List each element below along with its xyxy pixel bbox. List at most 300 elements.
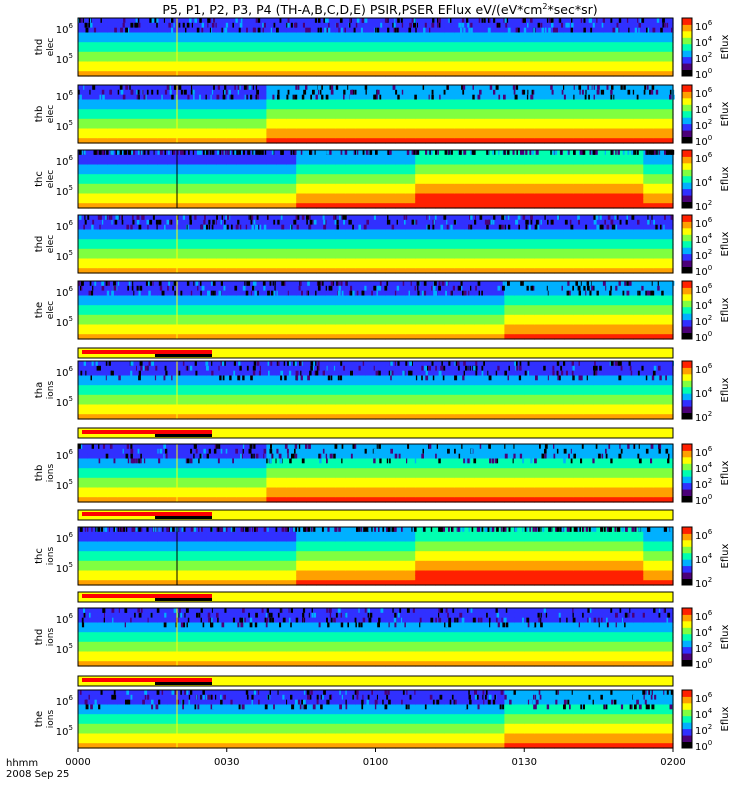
heatmap-cell [663,286,674,291]
heatmap-cell [266,189,277,194]
heatmap-cell [495,104,506,109]
noise-mark [300,281,302,286]
heatmap-cell [475,249,486,254]
heatmap-cell [554,95,565,100]
heatmap-cell [633,160,644,165]
noise-mark [100,95,102,100]
heatmap-cell [594,66,605,71]
heatmap-cell [237,33,248,38]
heatmap-cell [118,100,129,105]
heatmap-cell [306,244,317,249]
heatmap-cell [346,325,357,330]
heatmap-cell [276,18,287,23]
heatmap-cell [78,244,89,249]
noise-mark [461,286,462,291]
heatmap-cell [88,62,99,67]
heatmap-cell [524,119,535,124]
heatmap-cell [336,155,347,160]
heatmap-cell [504,62,515,67]
heatmap-cell [614,329,625,334]
heatmap-cell [346,315,357,320]
heatmap-cell [366,114,377,119]
noise-mark [128,150,130,155]
heatmap-cell [514,305,525,310]
noise-mark [325,18,328,23]
heatmap-cell [98,42,109,47]
heatmap-cell [366,57,377,62]
noise-mark [324,28,326,33]
noise-mark [504,215,505,220]
heatmap-cell [485,234,496,239]
noise-mark [147,150,149,155]
heatmap-cell [643,42,654,47]
heatmap-cell [306,254,317,259]
heatmap-cell [415,286,426,291]
heatmap-cell [495,194,506,199]
heatmap-cell [197,239,208,244]
heatmap-cell [604,325,615,330]
noise-mark [659,150,660,155]
noise-mark [199,18,202,23]
heatmap-cell [554,230,565,235]
noise-mark [642,281,644,286]
heatmap-cell [276,300,287,305]
heatmap-cell [564,114,575,119]
heatmap-cell [118,320,129,325]
heatmap-cell [197,198,208,203]
heatmap-cell [108,104,119,109]
heatmap-cell [257,133,268,138]
heatmap-cell [554,325,565,330]
heatmap-cell [227,189,238,194]
noise-mark [224,220,226,225]
heatmap-cell [614,133,625,138]
y-tick-label: $10^6$ [55,154,73,168]
heatmap-cell [495,37,506,42]
heatmap-cell [534,286,545,291]
heatmap-cell [296,62,307,67]
heatmap-cell [604,114,615,119]
noise-mark [662,18,665,23]
heatmap-cell [594,184,605,189]
heatmap-cell [257,47,268,52]
heatmap-cell [257,320,268,325]
noise-mark [315,150,316,155]
heatmap-cell [356,33,367,38]
heatmap-cell [187,305,198,310]
heatmap-cell [514,47,525,52]
heatmap-cell [415,329,426,334]
heatmap-cell [376,254,387,259]
noise-mark [336,23,339,28]
noise-mark [328,90,330,95]
heatmap-cell [167,129,178,134]
heatmap-cell [574,28,585,33]
heatmap-cell [316,129,327,134]
heatmap-cell [534,174,545,179]
noise-mark [448,18,449,23]
heatmap-cell [316,114,327,119]
heatmap-cell [316,100,327,105]
heatmap-cell [108,179,119,184]
noise-mark [212,225,214,230]
heatmap-cell [643,225,654,230]
noise-mark [132,281,133,286]
noise-mark [470,23,472,28]
noise-mark [540,23,542,28]
noise-mark [137,215,140,220]
heatmap-cell [207,95,218,100]
noise-mark [556,85,558,90]
heatmap-cell [554,169,565,174]
heatmap-cell [326,119,337,124]
noise-mark [147,90,149,95]
heatmap-cell [197,47,208,52]
heatmap-cell [514,114,525,119]
heatmap-cell [465,325,476,330]
heatmap-cell [376,155,387,160]
heatmap-cell [623,249,634,254]
heatmap-cell [177,254,188,259]
heatmap-cell [356,57,367,62]
noise-mark [212,23,215,28]
heatmap-cell [296,133,307,138]
noise-mark [364,286,366,291]
noise-mark [246,225,247,230]
heatmap-cell [465,165,476,170]
heatmap-cell [266,100,277,105]
heatmap-cell [643,23,654,28]
noise-mark [486,150,488,155]
heatmap-cell [266,310,277,315]
heatmap-cell [376,300,387,305]
heatmap-cell [197,66,208,71]
heatmap-cell [514,310,525,315]
heatmap-cell [643,184,654,189]
noise-mark [661,291,664,296]
heatmap-cell [336,184,347,189]
noise-mark [407,150,409,155]
heatmap-cell [217,52,228,57]
heatmap-cell [395,310,406,315]
heatmap-cell [187,124,198,129]
heatmap-cell [336,320,347,325]
heatmap-cell [217,315,228,320]
heatmap-cell [574,169,585,174]
heatmap-cell [604,57,615,62]
heatmap-cell [147,28,158,33]
heatmap-cell [237,215,248,220]
noise-mark [589,18,591,23]
noise-mark [257,291,259,296]
heatmap-cell [475,23,486,28]
noise-mark [446,85,448,90]
heatmap-cell [177,184,188,189]
heatmap-cell [296,259,307,264]
noise-mark [138,95,140,100]
heatmap-cell [128,129,139,134]
heatmap-cell [495,174,506,179]
noise-mark [217,150,219,155]
heatmap-cell [385,95,396,100]
heatmap-cell [663,109,674,114]
heatmap-cell [504,33,515,38]
heatmap-cell [78,169,89,174]
heatmap-cell [395,23,406,28]
heatmap-cell [276,244,287,249]
noise-mark [208,220,210,225]
noise-mark [224,85,226,90]
noise-mark [272,95,274,100]
heatmap-cell [534,215,545,220]
heatmap-cell [306,174,317,179]
heatmap-cell [237,184,248,189]
noise-mark [567,281,569,286]
heatmap-cell [247,244,258,249]
heatmap-cell [475,47,486,52]
heatmap-cell [217,286,228,291]
heatmap-cell [385,325,396,330]
heatmap-cell [405,239,416,244]
noise-mark [551,220,554,225]
heatmap-cell [376,239,387,244]
noise-mark [527,95,528,100]
heatmap-cell [564,57,575,62]
heatmap-cell [78,57,89,62]
heatmap-cell [435,85,446,90]
heatmap-cell [78,198,89,203]
heatmap-cell [247,133,258,138]
noise-mark [623,150,625,155]
heatmap-cell [366,165,377,170]
heatmap-cell [257,33,268,38]
noise-mark [446,281,448,286]
heatmap-cell [227,165,238,170]
heatmap-cell [405,109,416,114]
heatmap-cell [108,305,119,310]
colorbar-segment [682,111,692,118]
noise-mark [156,18,158,23]
heatmap-cell [207,57,218,62]
heatmap-cell [415,62,426,67]
heatmap-cell [237,189,248,194]
heatmap-cell [385,315,396,320]
noise-mark [92,286,93,291]
noise-mark [664,23,666,28]
heatmap-cell [157,225,168,230]
y-tick-label: $10^5$ [55,315,73,329]
noise-mark [550,150,552,155]
heatmap-cell [177,52,188,57]
heatmap-cell [177,263,188,268]
heatmap-cell [385,239,396,244]
heatmap-cell [118,254,129,259]
heatmap-cell [495,66,506,71]
heatmap-cell [366,160,377,165]
heatmap-cell [356,305,367,310]
heatmap-cell [633,62,644,67]
heatmap-cell [286,174,297,179]
heatmap-cell [247,104,258,109]
noise-mark [657,18,659,23]
heatmap-cell [266,254,277,259]
heatmap-cell [157,179,168,184]
heatmap-cell [366,249,377,254]
heatmap-cell [138,42,149,47]
noise-mark [192,23,193,28]
noise-mark [347,281,348,286]
noise-mark [655,95,656,100]
noise-mark [146,95,147,100]
heatmap-cell [514,100,525,105]
heatmap-cell [564,66,575,71]
heatmap-cell [604,109,615,114]
heatmap-cell [276,249,287,254]
heatmap-cell [405,114,416,119]
heatmap-cell [356,230,367,235]
heatmap-cell [227,119,238,124]
heatmap-cell [237,165,248,170]
noise-mark [523,281,524,286]
heatmap-cell [227,169,238,174]
noise-mark [189,18,192,23]
heatmap-cell [643,129,654,134]
noise-mark [453,286,455,291]
noise-mark [89,90,90,95]
heatmap-cell [147,42,158,47]
noise-mark [191,85,192,90]
noise-mark [350,90,352,95]
heatmap-cell [455,169,466,174]
heatmap-cell [167,184,178,189]
heatmap-cell [475,225,486,230]
heatmap-cell [663,244,674,249]
heatmap-cell [356,174,367,179]
noise-mark [201,28,203,33]
noise-mark [653,28,656,33]
heatmap-cell [405,66,416,71]
heatmap-cell [257,315,268,320]
noise-mark [223,225,226,230]
heatmap-cell [564,169,575,174]
heatmap-cell [534,95,545,100]
heatmap-cell [653,325,664,330]
noise-mark [594,220,597,225]
noise-mark [652,85,655,90]
heatmap-cell [118,129,129,134]
heatmap-cell [653,160,664,165]
heatmap-cell [395,66,406,71]
noise-mark [199,95,201,100]
heatmap-cell [316,66,327,71]
noise-mark [657,286,660,291]
heatmap-cell [157,33,168,38]
noise-mark [136,23,139,28]
noise-mark [623,291,625,296]
noise-mark [321,95,323,100]
heatmap-cell [395,133,406,138]
heatmap-cell [504,42,515,47]
noise-mark [492,150,494,155]
heatmap-cell [138,189,149,194]
heatmap-cell [524,47,535,52]
heatmap-cell [475,85,486,90]
heatmap-cell [356,320,367,325]
heatmap-cell [138,169,149,174]
heatmap-cell [157,155,168,160]
noise-mark [234,85,236,90]
heatmap-cell [326,305,337,310]
heatmap-cell [157,23,168,28]
noise-mark [373,286,376,291]
noise-mark [479,18,481,23]
heatmap-cell [118,184,129,189]
noise-mark [656,90,658,95]
noise-mark [136,90,137,95]
heatmap-cell [316,329,327,334]
noise-mark [557,215,559,220]
heatmap-cell [118,315,129,320]
heatmap-cell [276,155,287,160]
heatmap-cell [336,239,347,244]
heatmap-cell [296,263,307,268]
noise-mark [647,215,648,220]
heatmap-cell [356,281,367,286]
heatmap-cell [524,23,535,28]
noise-mark [395,291,396,296]
noise-mark [212,220,215,225]
heatmap-cell [604,124,615,129]
heatmap-cell [633,42,644,47]
noise-mark [508,225,510,230]
heatmap-cell [187,85,198,90]
heatmap-cell [643,95,654,100]
heatmap-cell [435,33,446,38]
noise-mark [295,85,297,90]
heatmap-cell [504,184,515,189]
heatmap-cell [405,100,416,105]
noise-mark [462,18,464,23]
heatmap-cell [574,165,585,170]
heatmap-cell [217,300,228,305]
heatmap-cell [376,62,387,67]
noise-mark [553,28,555,33]
noise-mark [298,85,300,90]
heatmap-cell [286,215,297,220]
heatmap-cell [266,47,277,52]
heatmap-cell [495,119,506,124]
heatmap-cell [108,119,119,124]
heatmap-cell [98,119,109,124]
heatmap-cell [306,325,317,330]
noise-mark [202,23,204,28]
heatmap-cell [78,174,89,179]
heatmap-cell [316,155,327,160]
noise-mark [448,150,449,155]
heatmap-cell [78,300,89,305]
heatmap-cell [376,259,387,264]
heatmap-cell [247,286,258,291]
heatmap-cell [435,300,446,305]
noise-mark [255,150,258,155]
heatmap-cell [455,300,466,305]
noise-mark [470,95,472,100]
heatmap-cell [663,325,674,330]
heatmap-cell [138,249,149,254]
heatmap-cell [435,239,446,244]
heatmap-cell [316,325,327,330]
heatmap-cell [326,249,337,254]
